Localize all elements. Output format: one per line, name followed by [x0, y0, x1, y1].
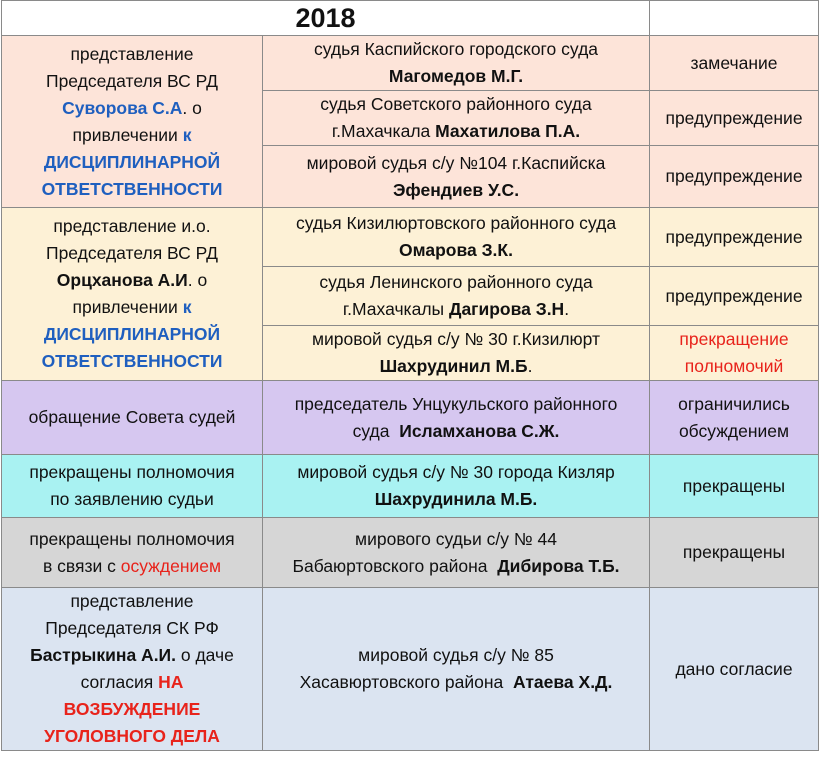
basis-highlight: ДИСЦИПЛИНАРНОЙ: [43, 324, 221, 344]
judge-name-line: [267, 353, 645, 380]
basis-cell: обращение Совета судей: [2, 381, 263, 455]
basis-k: к: [182, 297, 192, 317]
judge-cell: [263, 518, 650, 588]
basis-line: представление и.о.: [53, 216, 211, 236]
judge-cell: [263, 588, 650, 751]
judge-prefix: г.Махачкала: [331, 121, 436, 141]
judge-cell: [263, 208, 650, 267]
judge-cell: [263, 146, 650, 208]
basis-person-suffix: о даче: [176, 645, 234, 665]
judge-name-line: [267, 553, 645, 580]
basis-cell: [2, 588, 263, 751]
basis-person-line: [6, 95, 258, 122]
table-row: [2, 518, 819, 588]
judge-desc: мирового судьи с/у № 44: [355, 528, 557, 549]
judge-name: Магомедов М.Г.: [388, 66, 524, 86]
basis-phrase-line: [6, 294, 258, 321]
judge-name-line: [267, 669, 645, 696]
year-row: [2, 1, 819, 36]
judge-cell: [263, 36, 650, 91]
basis-k: к: [182, 124, 192, 145]
decision-cell: дано согласие: [650, 588, 819, 751]
basis-cell: [2, 36, 263, 208]
basis-cell: [2, 208, 263, 381]
table-row: [2, 208, 819, 267]
judge-prefix: г.Махачкалы: [342, 299, 449, 319]
basis-line: представление: [70, 43, 194, 64]
judge-name: Шахрудинил М.Б: [379, 356, 528, 376]
judge-desc: мировой судья с/у № 30 города Кизляр: [297, 462, 615, 482]
judge-name: Дибирова Т.Б.: [497, 555, 620, 576]
discipline-table: [1, 0, 819, 751]
judge-cell: [263, 91, 650, 146]
table-row: [2, 455, 819, 518]
basis-person-line: [6, 642, 258, 669]
judge-name-line: [267, 418, 645, 445]
judge-cell: [263, 326, 650, 381]
decision-cell: предупреждение: [650, 208, 819, 267]
basis-person: Орцханова А.И: [56, 270, 188, 290]
basis-highlight: ОТВЕТСТВЕННОСТИ: [41, 178, 223, 199]
basis-phrase: привлечении: [72, 297, 178, 317]
judge-desc: судья Советского районного суда: [320, 94, 592, 114]
judge-desc: судья Ленинского районного суда: [319, 272, 593, 292]
basis-line: Председателя ВС РД: [46, 70, 218, 91]
basis-consent-line: [6, 669, 258, 696]
basis-line: прекращены полномочия: [29, 462, 235, 482]
judge-name: Дагирова З.Н: [448, 299, 565, 319]
decision-line: ограничились: [678, 393, 790, 414]
decision-cell: предупреждение: [650, 267, 819, 326]
judge-prefix: Бабаюртовского района: [292, 555, 498, 576]
judge-cell: [263, 381, 650, 455]
basis-phrase: привлечении: [72, 124, 178, 145]
basis-red: ВОЗБУЖДЕНИЕ: [63, 699, 201, 719]
judge-name: Шахрудинила М.Б.: [374, 489, 538, 509]
basis-red: УГОЛОВНОГО ДЕЛА: [44, 726, 220, 746]
judge-name: Махатилова П.А.: [435, 121, 581, 141]
judge-desc: судья Кизилюртовского районного суда: [295, 213, 617, 233]
basis-highlight: ДИСЦИПЛИНАРНОЙ: [43, 151, 221, 172]
decision-cell: прекращены: [650, 455, 819, 518]
judge-name: Атаева Х.Д.: [512, 672, 613, 692]
judge-desc: мировой судья с/у №104 г.Каспийска: [306, 152, 606, 173]
judge-prefix: Хасавюртовского района: [299, 672, 513, 692]
decision-cell: предупреждение: [650, 146, 819, 208]
decision-line: обсуждением: [678, 420, 790, 441]
judge-desc: мировой судья с/у № 30 г.Кизилюрт: [311, 329, 601, 349]
decision-cell: предупреждение: [650, 91, 819, 146]
judge-name: Эфендиев У.С.: [392, 179, 520, 200]
judge-name: Омарова З.К.: [399, 240, 513, 260]
basis-line: Председателя СК РФ: [45, 618, 219, 638]
judge-desc: мировой судья с/у № 85: [358, 645, 554, 665]
judge-name: Исламханова С.Ж.: [399, 420, 560, 441]
decision-cell: [650, 326, 819, 381]
basis-line: прекращены полномочия: [29, 528, 235, 549]
table-row: [2, 36, 819, 91]
basis-person-line: [6, 267, 258, 294]
decision-cell: прекращены: [650, 518, 819, 588]
basis-red: НА: [158, 672, 184, 692]
basis-consent: согласия: [80, 672, 159, 692]
basis-line: [6, 553, 258, 580]
basis-person-suffix: . о: [182, 97, 202, 118]
judge-desc: председатель Унцукульского районного: [294, 393, 618, 414]
judge-name-line: [267, 118, 645, 145]
judge-suffix: .: [564, 299, 570, 319]
year-header-blank: [650, 1, 819, 36]
judge-name-line: [267, 296, 645, 323]
decision-cell: замечание: [650, 36, 819, 91]
judge-cell: [263, 267, 650, 326]
basis-person-suffix: . о: [187, 270, 208, 290]
judge-cell: [263, 455, 650, 518]
basis-highlight: ОТВЕТСТВЕННОСТИ: [41, 351, 223, 371]
decision-line: полномочий: [684, 356, 784, 376]
basis-line: представление: [70, 591, 194, 611]
table-row: [2, 381, 819, 455]
basis-cell: [2, 455, 263, 518]
table-row: [2, 588, 819, 751]
judge-prefix: суда: [352, 420, 400, 441]
decision-cell: [650, 381, 819, 455]
basis-phrase-line: [6, 122, 258, 149]
basis-person: Бастрыкина А.И.: [30, 645, 176, 665]
basis-line: по заявлению судьи: [50, 489, 214, 509]
basis-red: осуждением: [120, 555, 222, 576]
judge-suffix: .: [527, 356, 533, 376]
judge-desc: судья Каспийского городского суда: [313, 39, 599, 59]
basis-person: Суворова С.А: [62, 97, 183, 118]
basis-line: Председателя ВС РД: [46, 243, 218, 263]
year-header: 2018: [2, 1, 650, 36]
basis-cell: [2, 518, 263, 588]
basis-prefix: в связи с: [42, 555, 121, 576]
decision-line: прекращение: [679, 329, 789, 349]
